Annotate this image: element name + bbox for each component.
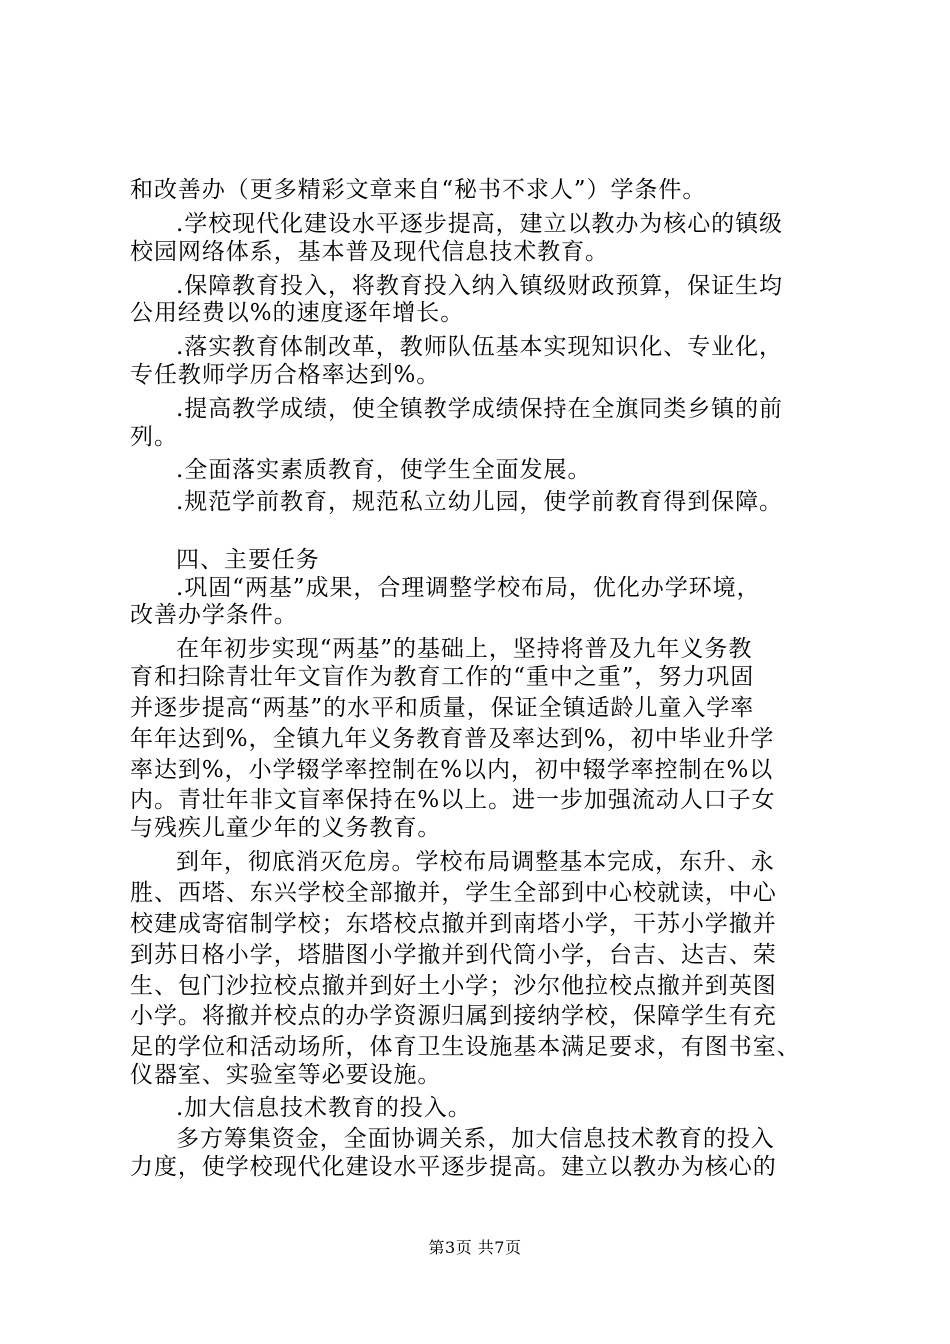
text-line: 多方筹集资金，全面协调关系，加大信息技术教育的投入	[176, 1126, 775, 1152]
text-line: 到苏日格小学，塔腊图小学撤并到代筒小学，台吉、达吉、荣	[130, 942, 777, 968]
text-line: 与残疾儿童少年的义务教育。	[130, 815, 442, 841]
text-line: .落实教育体制改革，教师队伍基本实现知识化、专业化，	[176, 334, 784, 360]
text-line: 并逐步提高“两基”的水平和质量，保证全镇适龄儿童入学率	[130, 695, 755, 721]
text-line: 专任教师学历合格率达到%。	[130, 362, 441, 388]
text-line: 在年初步实现“两基”的基础上，坚持将普及九年义务教	[176, 636, 753, 662]
text-line: 足的学位和活动场所，体育卫生设施基本满足要求，有图书室、	[130, 1034, 801, 1060]
text-line: 年年达到%，全镇九年义务教育普及率达到%，初中毕业升学	[130, 726, 775, 752]
text-line: 力度，使学校现代化建设水平逐步提高。建立以教办为核心的	[130, 1154, 777, 1180]
text-line: 和改善办（更多精彩文章来自“秘书不求人”）学条件。	[130, 177, 707, 203]
text-line: 胜、西塔、东兴学校全部撤并，学生全部到中心校就读，中心	[130, 880, 777, 906]
page-number-footer: 第3页 共7页	[428, 1238, 522, 1257]
text-line: 小学。将撤并校点的办学资源归属到接纳学校，保障学生有充	[130, 1003, 777, 1029]
text-line: 公用经费以%的速度逐年增长。	[130, 300, 465, 326]
text-line: .巩固“两基”成果，合理调整学校布局，优化办学环境，	[176, 575, 761, 601]
text-line: .规范学前教育，规范私立幼儿园，使学前教育得到保障。	[176, 489, 784, 515]
text-line: 列。	[130, 424, 178, 450]
text-line: 到年，彻底消灭危房。学校布局调整基本完成，东升、永	[176, 849, 775, 875]
text-line: .保障教育投入，将教育投入纳入镇级财政预算，保证生均	[176, 273, 784, 299]
text-line: .全面落实素质教育，使学生全面发展。	[176, 457, 592, 483]
text-line: .提高教学成绩，使全镇教学成绩保持在全旗同类乡镇的前	[176, 396, 784, 422]
text-line: 生、包门沙拉校点撤并到好土小学；沙尔他拉校点撤并到英图	[130, 973, 777, 999]
text-line: 仪器室、实验室等必要设施。	[130, 1062, 442, 1088]
text-line: .学校现代化建设水平逐步提高，建立以教办为核心的镇级	[176, 211, 784, 237]
text-line: 校建成寄宿制学校；东塔校点撤并到南塔小学，干苏小学撤并	[130, 911, 777, 937]
text-line: 率达到%，小学辍学率控制在%以内，初中辍学率控制在%以	[130, 757, 774, 783]
section-heading: 四、主要任务	[176, 547, 320, 573]
text-line: 校园网络体系，基本普及现代信息技术教育。	[130, 239, 609, 265]
text-line: 改善办学条件。	[130, 602, 298, 628]
text-line: .加大信息技术教育的投入。	[176, 1095, 472, 1121]
text-line: 内。青壮年非文盲率保持在%以上。进一步加强流动人口子女	[130, 787, 776, 813]
text-line: 育和扫除青壮年文盲作为教育工作的“重中之重”，努力巩固	[130, 664, 755, 690]
